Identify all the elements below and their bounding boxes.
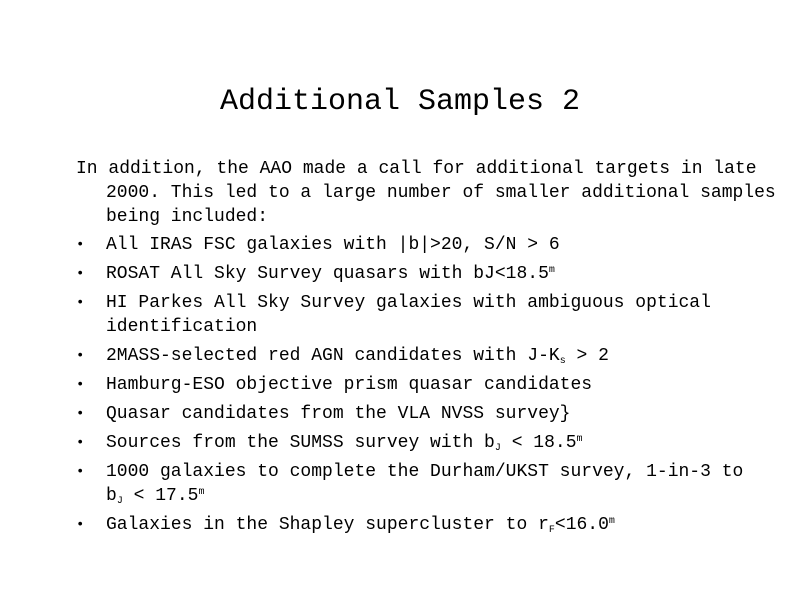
item-superscript: m	[198, 487, 205, 498]
bullet-icon: •	[76, 237, 85, 253]
intro-paragraph: In addition, the AAO made a call for additional targets in late 2000. This led to a large number of smaller additional samples being included:	[76, 159, 776, 227]
bullet-icon: •	[76, 295, 85, 311]
item-superscript: m	[548, 265, 555, 276]
item-text: ROSAT All Sky Survey quasars with bJ<18.5	[106, 264, 549, 284]
list-item	[76, 291, 766, 339]
item-subscript: J	[494, 443, 501, 454]
bullet-icon: •	[76, 406, 85, 422]
list-item	[76, 233, 766, 257]
item-superscript: m	[608, 516, 615, 527]
item-text-mid: <16.0	[554, 515, 609, 535]
item-text: 2MASS-selected red AGN candidates with J-K	[106, 346, 560, 366]
bullet-icon: •	[76, 377, 85, 393]
bullet-icon: •	[76, 464, 85, 480]
list-item	[76, 513, 766, 537]
item-text-mid: < 17.5	[122, 486, 199, 506]
list-item	[76, 373, 766, 397]
bullet-icon: •	[76, 435, 85, 451]
bullet-icon: •	[76, 266, 85, 282]
slide-title: Additional Samples 2	[219, 85, 581, 119]
bullet-icon: •	[76, 348, 85, 364]
item-superscript: m	[576, 434, 583, 445]
item-text-mid: < 18.5	[500, 433, 577, 453]
list-item	[76, 431, 766, 455]
item-subscript: s	[559, 356, 566, 367]
sample-list	[76, 233, 766, 542]
item-text: Sources from the SUMSS survey with b	[106, 433, 495, 453]
item-text: All IRAS FSC galaxies with |b|>20, S/N > 6	[106, 235, 560, 255]
item-subscript: F	[548, 525, 555, 536]
item-text: 1000 galaxies to complete the Durham/UKST survey, 1-in-3 to b	[106, 462, 744, 506]
list-item	[76, 344, 766, 368]
list-item	[76, 402, 766, 426]
item-text: Hamburg-ESO objective prism quasar candidates	[106, 375, 593, 395]
list-item	[76, 262, 766, 286]
item-text: HI Parkes All Sky Survey galaxies with ambiguous optical identification	[106, 293, 711, 337]
list-item	[76, 460, 766, 508]
item-text: Quasar candidates from the VLA NVSS survey}	[106, 404, 571, 424]
item-text-post: > 2	[565, 346, 609, 366]
item-subscript: J	[116, 496, 123, 507]
bullet-icon: •	[76, 517, 85, 533]
item-text: Galaxies in the Shapley supercluster to r	[106, 515, 549, 535]
